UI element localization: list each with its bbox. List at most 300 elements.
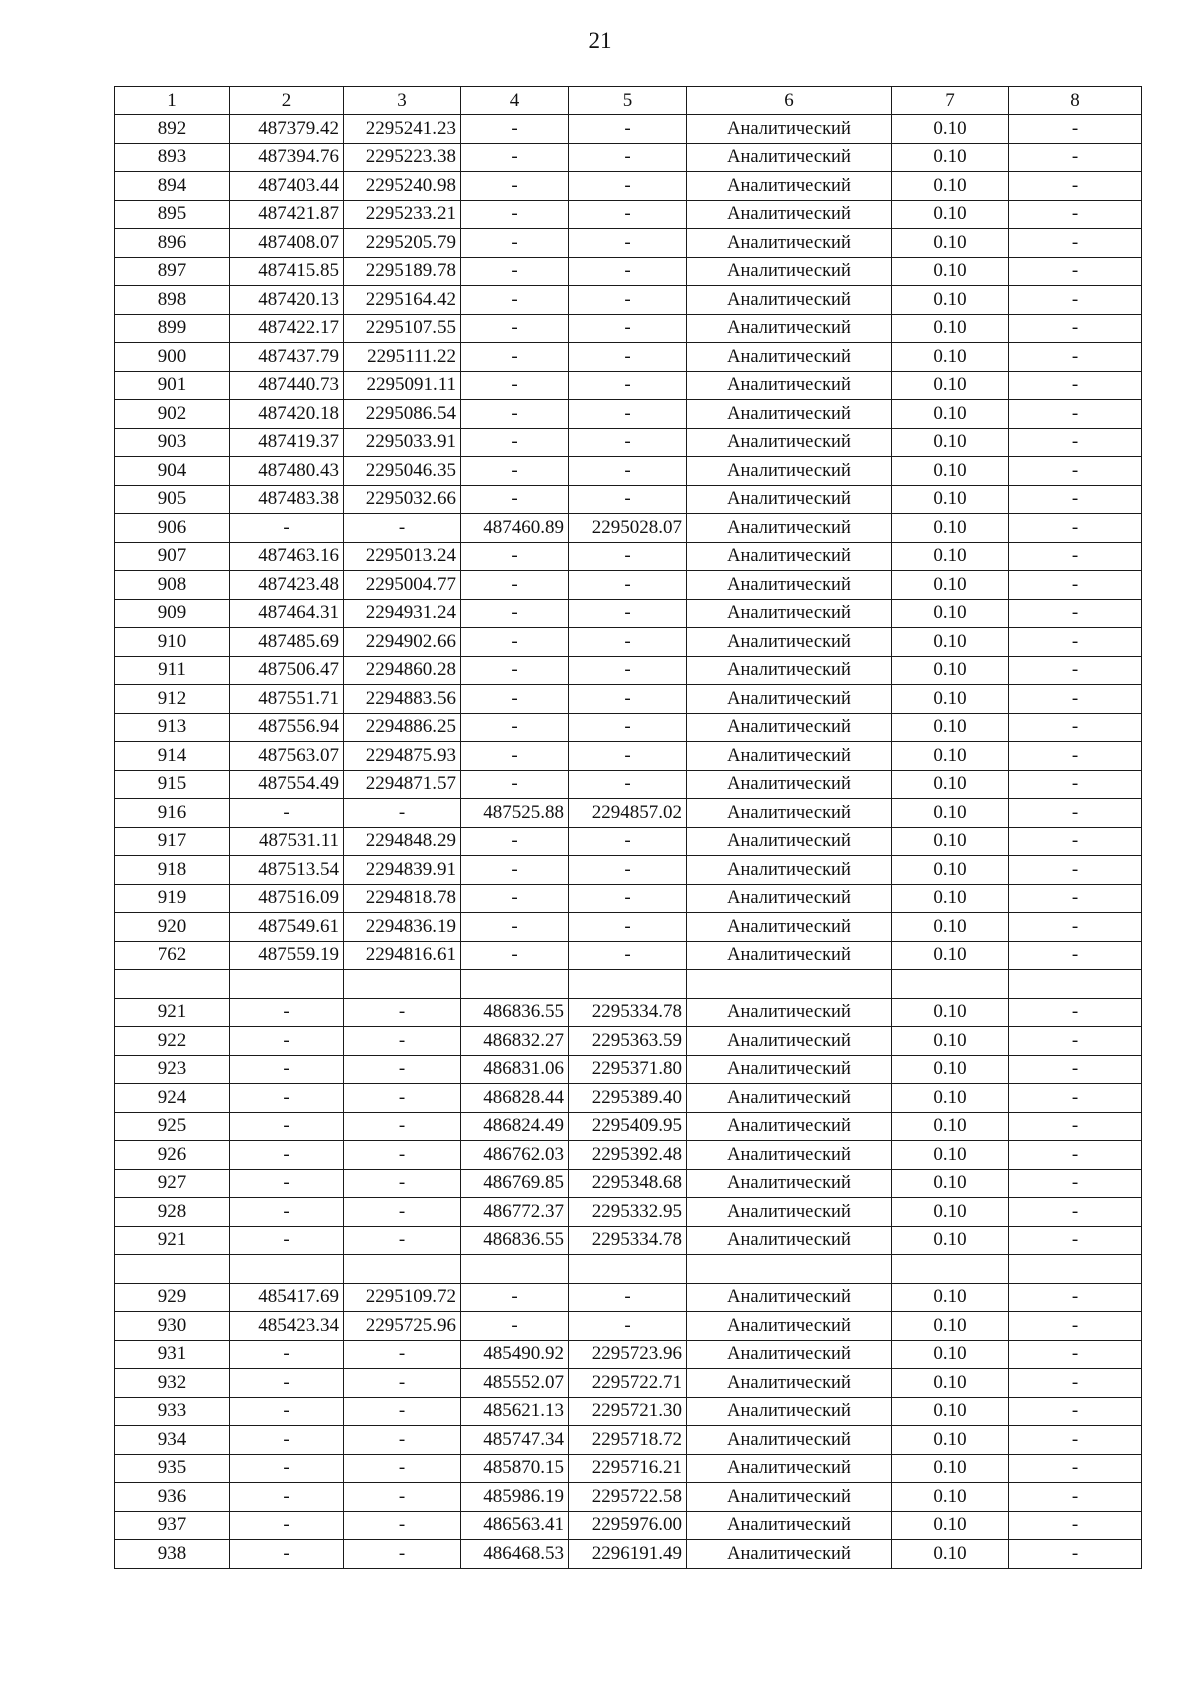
- cell-accuracy: 0.10: [892, 1397, 1009, 1426]
- cell-method: Аналитический: [687, 884, 892, 913]
- cell-method: Аналитический: [687, 1283, 892, 1312]
- cell-x-coord: 487464.31: [230, 599, 344, 628]
- cell-x-coord-alt: 486836.55: [461, 1226, 569, 1255]
- cell-y-coord: 2295164.42: [344, 286, 461, 315]
- cell-note: -: [1009, 115, 1142, 144]
- cell-method: Аналитический: [687, 827, 892, 856]
- cell-accuracy: 0.10: [892, 485, 1009, 514]
- cell-note: -: [1009, 1027, 1142, 1056]
- cell-accuracy: 0.10: [892, 913, 1009, 942]
- cell-method: [687, 1255, 892, 1284]
- cell-y-coord-alt: 2295334.78: [569, 1226, 687, 1255]
- column-header: 2: [230, 87, 344, 115]
- cell-accuracy: 0.10: [892, 1426, 1009, 1455]
- cell-x-coord-alt: -: [461, 143, 569, 172]
- cell-y-coord: 2295107.55: [344, 314, 461, 343]
- cell-method: Аналитический: [687, 1198, 892, 1227]
- cell-accuracy: 0.10: [892, 1198, 1009, 1227]
- cell-x-coord: 487485.69: [230, 628, 344, 657]
- cell-note: -: [1009, 827, 1142, 856]
- cell-y-coord: 2295725.96: [344, 1312, 461, 1341]
- cell-x-coord-alt: 487525.88: [461, 799, 569, 828]
- cell-accuracy: 0.10: [892, 1483, 1009, 1512]
- cell-x-coord: -: [230, 1426, 344, 1455]
- cell-x-coord-alt: 486563.41: [461, 1511, 569, 1540]
- cell-accuracy: 0.10: [892, 884, 1009, 913]
- cell-note: -: [1009, 542, 1142, 571]
- cell-y-coord: -: [344, 1511, 461, 1540]
- cell-accuracy: 0.10: [892, 542, 1009, 571]
- table-row: [115, 827, 1142, 856]
- cell-x-coord: 487531.11: [230, 827, 344, 856]
- cell-x-coord-alt: -: [461, 457, 569, 486]
- cell-method: Аналитический: [687, 257, 892, 286]
- cell-accuracy: 0.10: [892, 799, 1009, 828]
- table-row: [115, 685, 1142, 714]
- cell-note: -: [1009, 343, 1142, 372]
- cell-point-number: 900: [115, 343, 230, 372]
- cell-x-coord-alt: -: [461, 371, 569, 400]
- cell-accuracy: 0.10: [892, 1454, 1009, 1483]
- cell-x-coord-alt: -: [461, 1312, 569, 1341]
- cell-point-number: 921: [115, 998, 230, 1027]
- cell-y-coord-alt: -: [569, 457, 687, 486]
- cell-note: -: [1009, 685, 1142, 714]
- cell-accuracy: 0.10: [892, 371, 1009, 400]
- table-row: [115, 1169, 1142, 1198]
- cell-method: Аналитический: [687, 343, 892, 372]
- cell-x-coord-alt: -: [461, 770, 569, 799]
- table-separator-row: [115, 1255, 1142, 1284]
- cell-y-coord-alt: -: [569, 571, 687, 600]
- cell-y-coord-alt: -: [569, 428, 687, 457]
- cell-y-coord-alt: 2295392.48: [569, 1141, 687, 1170]
- cell-y-coord-alt: -: [569, 628, 687, 657]
- cell-point-number: 911: [115, 656, 230, 685]
- cell-y-coord-alt: -: [569, 599, 687, 628]
- cell-accuracy: 0.10: [892, 514, 1009, 543]
- cell-y-coord-alt: 2295334.78: [569, 998, 687, 1027]
- cell-method: Аналитический: [687, 1084, 892, 1113]
- cell-note: -: [1009, 485, 1142, 514]
- cell-y-coord: 2294836.19: [344, 913, 461, 942]
- cell-method: Аналитический: [687, 799, 892, 828]
- cell-point-number: 896: [115, 229, 230, 258]
- cell-method: Аналитический: [687, 143, 892, 172]
- cell-point-number: [115, 1255, 230, 1284]
- cell-point-number: 938: [115, 1540, 230, 1569]
- cell-note: -: [1009, 229, 1142, 258]
- cell-y-coord-alt: -: [569, 742, 687, 771]
- cell-x-coord-alt: 485986.19: [461, 1483, 569, 1512]
- cell-note: -: [1009, 1340, 1142, 1369]
- cell-point-number: 927: [115, 1169, 230, 1198]
- cell-point-number: 893: [115, 143, 230, 172]
- cell-y-coord: 2294871.57: [344, 770, 461, 799]
- cell-x-coord-alt: 486468.53: [461, 1540, 569, 1569]
- table-row: [115, 1198, 1142, 1227]
- cell-y-coord-alt: -: [569, 343, 687, 372]
- table-row: [115, 713, 1142, 742]
- table-row: [115, 884, 1142, 913]
- cell-x-coord-alt: -: [461, 428, 569, 457]
- cell-y-coord: 2295111.22: [344, 343, 461, 372]
- cell-accuracy: 0.10: [892, 172, 1009, 201]
- table-separator-row: [115, 970, 1142, 999]
- cell-y-coord-alt: 2295363.59: [569, 1027, 687, 1056]
- cell-x-coord-alt: -: [461, 941, 569, 970]
- cell-x-coord-alt: -: [461, 827, 569, 856]
- cell-x-coord-alt: 486832.27: [461, 1027, 569, 1056]
- cell-point-number: 906: [115, 514, 230, 543]
- cell-note: -: [1009, 1141, 1142, 1170]
- cell-note: -: [1009, 884, 1142, 913]
- cell-x-coord: 487483.38: [230, 485, 344, 514]
- cell-note: -: [1009, 1426, 1142, 1455]
- cell-y-coord-alt: [569, 1255, 687, 1284]
- cell-note: -: [1009, 656, 1142, 685]
- table-row: [115, 1226, 1142, 1255]
- cell-method: Аналитический: [687, 457, 892, 486]
- cell-accuracy: 0.10: [892, 856, 1009, 885]
- cell-accuracy: 0.10: [892, 257, 1009, 286]
- cell-method: Аналитический: [687, 742, 892, 771]
- cell-point-number: 935: [115, 1454, 230, 1483]
- table-row: [115, 1283, 1142, 1312]
- cell-y-coord-alt: -: [569, 656, 687, 685]
- cell-y-coord: 2295189.78: [344, 257, 461, 286]
- cell-x-coord-alt: [461, 1255, 569, 1284]
- cell-y-coord: 2294886.25: [344, 713, 461, 742]
- cell-x-coord-alt: -: [461, 656, 569, 685]
- cell-method: Аналитический: [687, 1540, 892, 1569]
- cell-method: Аналитический: [687, 1027, 892, 1056]
- cell-point-number: 934: [115, 1426, 230, 1455]
- cell-accuracy: 0.10: [892, 229, 1009, 258]
- cell-point-number: 892: [115, 115, 230, 144]
- cell-x-coord: 487551.71: [230, 685, 344, 714]
- table-row: [115, 742, 1142, 771]
- cell-point-number: 917: [115, 827, 230, 856]
- cell-y-coord-alt: -: [569, 770, 687, 799]
- cell-x-coord: 487516.09: [230, 884, 344, 913]
- column-header: 3: [344, 87, 461, 115]
- cell-y-coord-alt: -: [569, 913, 687, 942]
- cell-y-coord: 2295109.72: [344, 1283, 461, 1312]
- cell-x-coord: -: [230, 1112, 344, 1141]
- cell-y-coord-alt: -: [569, 371, 687, 400]
- cell-method: Аналитический: [687, 599, 892, 628]
- cell-point-number: 937: [115, 1511, 230, 1540]
- table-row: [115, 1454, 1142, 1483]
- cell-x-coord-alt: 485621.13: [461, 1397, 569, 1426]
- cell-accuracy: 0.10: [892, 1340, 1009, 1369]
- cell-x-coord: 487563.07: [230, 742, 344, 771]
- cell-y-coord: 2295032.66: [344, 485, 461, 514]
- cell-point-number: 924: [115, 1084, 230, 1113]
- cell-y-coord-alt: 2295409.95: [569, 1112, 687, 1141]
- cell-x-coord: -: [230, 799, 344, 828]
- table-row: [115, 286, 1142, 315]
- cell-y-coord: 2295223.38: [344, 143, 461, 172]
- cell-y-coord: 2294875.93: [344, 742, 461, 771]
- cell-note: -: [1009, 1084, 1142, 1113]
- cell-point-number: 914: [115, 742, 230, 771]
- cell-y-coord: [344, 1255, 461, 1284]
- cell-method: Аналитический: [687, 913, 892, 942]
- cell-accuracy: 0.10: [892, 400, 1009, 429]
- column-header: 8: [1009, 87, 1142, 115]
- cell-y-coord: -: [344, 1483, 461, 1512]
- cell-y-coord: 2295013.24: [344, 542, 461, 571]
- cell-x-coord: -: [230, 1540, 344, 1569]
- cell-y-coord-alt: 2295371.80: [569, 1055, 687, 1084]
- cell-accuracy: 0.10: [892, 1112, 1009, 1141]
- cell-note: -: [1009, 371, 1142, 400]
- cell-y-coord: 2294818.78: [344, 884, 461, 913]
- cell-x-coord-alt: 486762.03: [461, 1141, 569, 1170]
- cell-note: -: [1009, 1198, 1142, 1227]
- cell-y-coord: -: [344, 1454, 461, 1483]
- cell-y-coord: 2294931.24: [344, 599, 461, 628]
- column-header: 6: [687, 87, 892, 115]
- cell-y-coord-alt: -: [569, 143, 687, 172]
- cell-y-coord: 2295233.21: [344, 200, 461, 229]
- cell-note: -: [1009, 514, 1142, 543]
- cell-x-coord: -: [230, 1397, 344, 1426]
- table-row: [115, 200, 1142, 229]
- cell-x-coord: 485423.34: [230, 1312, 344, 1341]
- cell-method: Аналитический: [687, 286, 892, 315]
- cell-accuracy: [892, 1255, 1009, 1284]
- cell-note: -: [1009, 998, 1142, 1027]
- cell-note: -: [1009, 1397, 1142, 1426]
- cell-point-number: 916: [115, 799, 230, 828]
- table-row: [115, 856, 1142, 885]
- cell-x-coord-alt: -: [461, 314, 569, 343]
- cell-x-coord-alt: -: [461, 742, 569, 771]
- table-row: [115, 1055, 1142, 1084]
- cell-y-coord-alt: -: [569, 286, 687, 315]
- cell-accuracy: 0.10: [892, 827, 1009, 856]
- cell-point-number: 921: [115, 1226, 230, 1255]
- cell-accuracy: 0.10: [892, 143, 1009, 172]
- cell-note: -: [1009, 742, 1142, 771]
- cell-method: Аналитический: [687, 514, 892, 543]
- cell-y-coord-alt: -: [569, 542, 687, 571]
- cell-y-coord-alt: -: [569, 1283, 687, 1312]
- cell-x-coord: 487394.76: [230, 143, 344, 172]
- cell-method: Аналитический: [687, 628, 892, 657]
- cell-method: Аналитический: [687, 1226, 892, 1255]
- cell-y-coord-alt: 2295976.00: [569, 1511, 687, 1540]
- table-row: [115, 115, 1142, 144]
- cell-x-coord-alt: 485870.15: [461, 1454, 569, 1483]
- cell-method: Аналитический: [687, 115, 892, 144]
- cell-method: Аналитический: [687, 656, 892, 685]
- cell-x-coord: 487506.47: [230, 656, 344, 685]
- table-row: [115, 343, 1142, 372]
- cell-y-coord: -: [344, 1141, 461, 1170]
- cell-y-coord: -: [344, 1198, 461, 1227]
- cell-x-coord: -: [230, 1483, 344, 1512]
- table-row: [115, 913, 1142, 942]
- cell-accuracy: 0.10: [892, 457, 1009, 486]
- cell-note: -: [1009, 200, 1142, 229]
- cell-y-coord: -: [344, 1226, 461, 1255]
- cell-point-number: 936: [115, 1483, 230, 1512]
- cell-point-number: 903: [115, 428, 230, 457]
- cell-method: Аналитический: [687, 314, 892, 343]
- cell-x-coord-alt: -: [461, 856, 569, 885]
- cell-note: -: [1009, 713, 1142, 742]
- cell-x-coord-alt: -: [461, 115, 569, 144]
- cell-y-coord: -: [344, 1426, 461, 1455]
- cell-y-coord: 2295086.54: [344, 400, 461, 429]
- cell-y-coord: 2294883.56: [344, 685, 461, 714]
- table-row: [115, 1141, 1142, 1170]
- table-row: [115, 143, 1142, 172]
- cell-x-coord-alt: [461, 970, 569, 999]
- table-row: [115, 799, 1142, 828]
- cell-x-coord: 487437.79: [230, 343, 344, 372]
- column-header: 4: [461, 87, 569, 115]
- cell-x-coord: -: [230, 1226, 344, 1255]
- cell-x-coord: -: [230, 1027, 344, 1056]
- cell-accuracy: 0.10: [892, 1055, 1009, 1084]
- cell-x-coord: 487422.17: [230, 314, 344, 343]
- cell-x-coord: 487554.49: [230, 770, 344, 799]
- cell-point-number: 910: [115, 628, 230, 657]
- cell-accuracy: 0.10: [892, 656, 1009, 685]
- cell-method: Аналитический: [687, 685, 892, 714]
- cell-y-coord: 2295205.79: [344, 229, 461, 258]
- cell-y-coord-alt: -: [569, 115, 687, 144]
- cell-x-coord: 487403.44: [230, 172, 344, 201]
- table-row: [115, 1312, 1142, 1341]
- cell-x-coord-alt: 486824.49: [461, 1112, 569, 1141]
- cell-accuracy: 0.10: [892, 628, 1009, 657]
- cell-method: Аналитический: [687, 229, 892, 258]
- cell-note: -: [1009, 799, 1142, 828]
- cell-y-coord-alt: -: [569, 400, 687, 429]
- cell-y-coord-alt: -: [569, 485, 687, 514]
- cell-y-coord: -: [344, 1369, 461, 1398]
- cell-accuracy: 0.10: [892, 428, 1009, 457]
- cell-y-coord-alt: -: [569, 827, 687, 856]
- cell-point-number: 925: [115, 1112, 230, 1141]
- cell-method: Аналитический: [687, 1454, 892, 1483]
- cell-x-coord-alt: -: [461, 1283, 569, 1312]
- cell-x-coord: -: [230, 1084, 344, 1113]
- cell-point-number: 928: [115, 1198, 230, 1227]
- cell-accuracy: 0.10: [892, 713, 1009, 742]
- cell-accuracy: 0.10: [892, 200, 1009, 229]
- table-row: [115, 1112, 1142, 1141]
- cell-y-coord: -: [344, 1397, 461, 1426]
- cell-x-coord: [230, 1255, 344, 1284]
- cell-x-coord: -: [230, 1169, 344, 1198]
- cell-note: -: [1009, 599, 1142, 628]
- cell-x-coord-alt: -: [461, 172, 569, 201]
- cell-method: Аналитический: [687, 941, 892, 970]
- cell-x-coord-alt: 486831.06: [461, 1055, 569, 1084]
- table-header-row: [115, 87, 1142, 115]
- table-row: [115, 1540, 1142, 1569]
- cell-y-coord: -: [344, 514, 461, 543]
- cell-y-coord-alt: -: [569, 172, 687, 201]
- cell-note: -: [1009, 1169, 1142, 1198]
- cell-x-coord: -: [230, 1454, 344, 1483]
- cell-y-coord: 2294848.29: [344, 827, 461, 856]
- cell-accuracy: [892, 970, 1009, 999]
- cell-method: Аналитический: [687, 770, 892, 799]
- table-row: [115, 514, 1142, 543]
- cell-y-coord-alt: 2295716.21: [569, 1454, 687, 1483]
- cell-x-coord-alt: -: [461, 884, 569, 913]
- cell-note: -: [1009, 770, 1142, 799]
- cell-note: [1009, 970, 1142, 999]
- table-row: [115, 542, 1142, 571]
- cell-x-coord: 487408.07: [230, 229, 344, 258]
- cell-method: Аналитический: [687, 1141, 892, 1170]
- cell-y-coord: -: [344, 1084, 461, 1113]
- cell-method: Аналитический: [687, 1055, 892, 1084]
- cell-method: Аналитический: [687, 1312, 892, 1341]
- cell-accuracy: 0.10: [892, 1312, 1009, 1341]
- cell-note: -: [1009, 1112, 1142, 1141]
- cell-y-coord: -: [344, 1340, 461, 1369]
- cell-note: -: [1009, 913, 1142, 942]
- cell-note: -: [1009, 400, 1142, 429]
- cell-accuracy: 0.10: [892, 1226, 1009, 1255]
- cell-accuracy: 0.10: [892, 1169, 1009, 1198]
- cell-note: -: [1009, 1226, 1142, 1255]
- cell-note: -: [1009, 941, 1142, 970]
- cell-point-number: 905: [115, 485, 230, 514]
- cell-x-coord: 487421.87: [230, 200, 344, 229]
- table-row: [115, 400, 1142, 429]
- cell-x-coord-alt: -: [461, 571, 569, 600]
- cell-accuracy: 0.10: [892, 343, 1009, 372]
- table-row: [115, 457, 1142, 486]
- cell-method: [687, 970, 892, 999]
- cell-y-coord-alt: [569, 970, 687, 999]
- cell-note: -: [1009, 1369, 1142, 1398]
- cell-y-coord: 2295241.23: [344, 115, 461, 144]
- table-row: [115, 1397, 1142, 1426]
- cell-y-coord-alt: 2295332.95: [569, 1198, 687, 1227]
- table-body: [115, 87, 1142, 1569]
- cell-accuracy: 0.10: [892, 599, 1009, 628]
- cell-y-coord: -: [344, 799, 461, 828]
- cell-x-coord-alt: 486769.85: [461, 1169, 569, 1198]
- cell-point-number: 923: [115, 1055, 230, 1084]
- cell-y-coord-alt: -: [569, 257, 687, 286]
- cell-note: -: [1009, 257, 1142, 286]
- cell-x-coord: -: [230, 998, 344, 1027]
- cell-point-number: 915: [115, 770, 230, 799]
- cell-y-coord: -: [344, 1169, 461, 1198]
- table-row: [115, 172, 1142, 201]
- page-number: 21: [588, 28, 612, 53]
- cell-point-number: 907: [115, 542, 230, 571]
- cell-y-coord-alt: 2295723.96: [569, 1340, 687, 1369]
- cell-x-coord: [230, 970, 344, 999]
- cell-point-number: 909: [115, 599, 230, 628]
- cell-method: Аналитический: [687, 713, 892, 742]
- cell-x-coord: -: [230, 1511, 344, 1540]
